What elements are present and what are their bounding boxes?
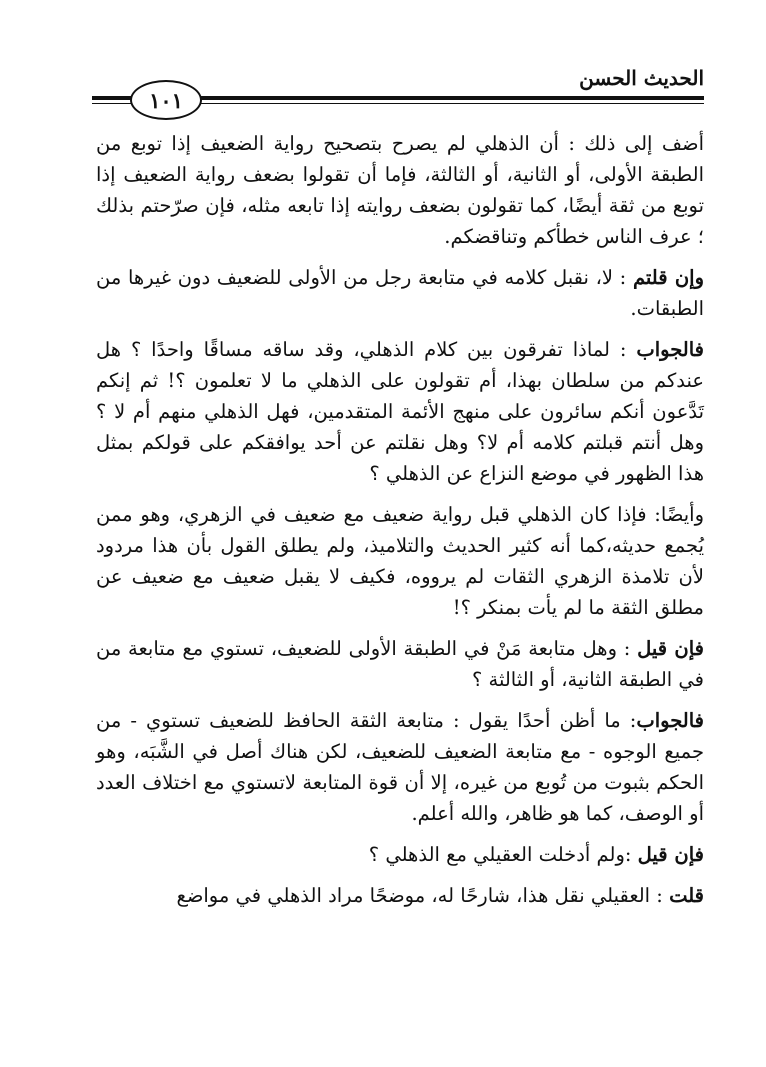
paragraph-lead: فالجواب [636, 338, 704, 361]
paragraph-lead: فإن قيل [637, 843, 704, 866]
paragraph [96, 128, 704, 252]
paragraph-text: وأيضًا: فإذا كان الذهلي قبل رواية ضعيف مع ضعيف في الزهري، وهو ممن يُجمع حديثه،كما أنه كثير الحديث والتلاميذ، ولم يطلق القول بأن هذا مردود لأن تلامذة الزهري الثقات لم يرووه، فكيف لا يقبل ضعيف مع ضعيف عن مطلق الثقة ما لم يأت بمنكر ؟! [96, 503, 704, 619]
paragraph-lead: قلت [669, 884, 704, 907]
paragraph [96, 499, 704, 623]
paragraph [96, 633, 704, 695]
running-title: الحديث الحسن [579, 66, 704, 90]
running-header [92, 62, 704, 112]
paragraph-text: :ولم أدخلت العقيلي مع الذهلي ؟ [368, 843, 638, 866]
paragraph-lead: وإن قلتم [632, 266, 704, 289]
paragraph-text: : العقيلي نقل هذا، شارحًا له، موضحًا مراد الذهلي في مواضع [176, 884, 670, 907]
paragraph [96, 262, 704, 324]
paragraph [96, 334, 704, 489]
paragraph-text: : لماذا تفرقون بين كلام الذهلي، وقد ساقه مساقًا واحدًا ؟ هل عندكم من سلطان بهذا، أم تقولون على الذهلي ما لا تعلمون ؟! ثم إنكم تَدَّعون أنكم سائرون على منهج الأئمة المتقدمين، فهل الذهلي منهم أم لا ؟ وهل أنتم قبلتم كلامه أم لا؟ وهل نقلتم عن أحد يوافقكم على قولكم بمثل هذا الظهور في موضع النزاع عن الذهلي ؟ [96, 338, 704, 485]
paragraph-text: : لا، نقبل كلامه في متابعة رجل من الأولى للضعيف دون غيرها من الطبقات. [96, 266, 704, 320]
paragraph [96, 880, 704, 911]
paragraph-text: : وهل متابعة مَنْ في الطبقة الأولى للضعيف، تستوي مع متابعة من في الطبقة الثانية، أو الثالثة ؟ [96, 637, 704, 691]
paragraph [96, 839, 704, 870]
paragraph-lead: فإن قيل [637, 637, 704, 660]
paragraph-text: أضف إلى ذلك : أن الذهلي لم يصرح بتصحيح رواية الضعيف إذا توبع من الطبقة الأولى، أو الثانية، أو الثالثة، فإما أن تقولوا بضعف رواية الضعيف إذا توبع من ثقة أيضًا، كما تقولون بضعف روايته إذا تابعه مثله، فإن صرّحتم بذلك ؛ عرف الناس خطأكم وتناقضكم. [96, 132, 704, 248]
paragraph [96, 705, 704, 829]
paragraph-lead: فالجواب [636, 709, 704, 732]
body-text [96, 128, 704, 921]
paragraph-text: : ما أظن أحدًا يقول : متابعة الثقة الحافظ للضعيف تستوي - من جميع الوجوه - مع متابعة الضعيف للضعيف، لكن هناك أصل في الشَّبَه، وهو الحكم بثبوت من تُوبع من غيره، إلا أن قوة المتابعة لاتستوي مع اختلاف العدد أو الوصف، كما هو ظاهر، والله أعلم. [96, 709, 704, 825]
page-number: ١٠١ [130, 80, 202, 120]
